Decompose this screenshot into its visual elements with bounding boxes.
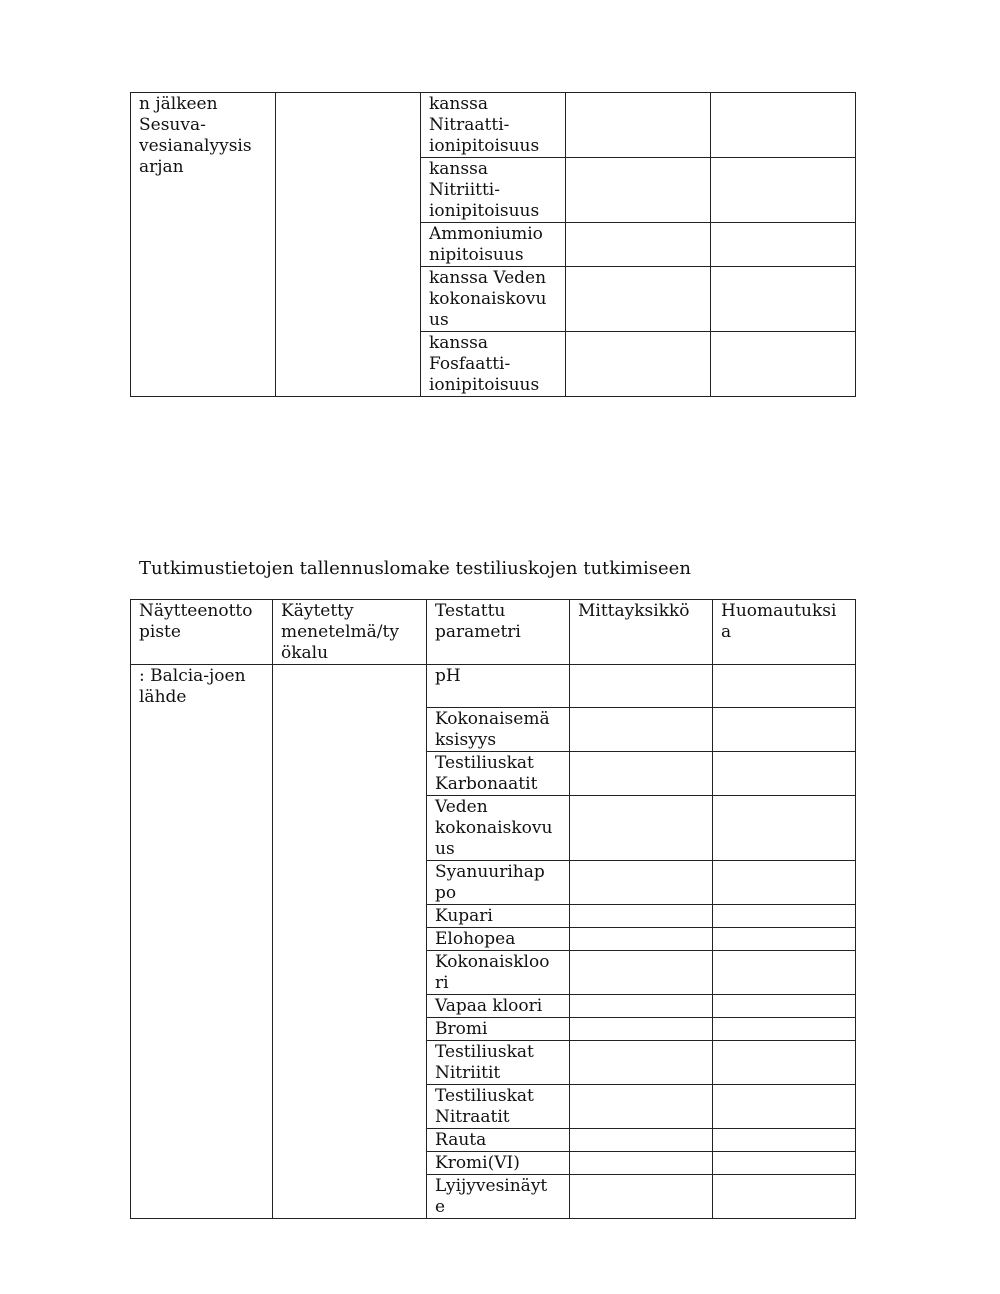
unit-cell[interactable] xyxy=(566,332,711,397)
unit-cell[interactable] xyxy=(570,708,713,752)
notes-cell[interactable] xyxy=(711,223,856,267)
unit-cell[interactable] xyxy=(570,752,713,796)
header-parameter: Testattu parametri xyxy=(427,600,570,665)
notes-cell[interactable] xyxy=(711,332,856,397)
parameter-cell: Testiliuskat Nitriitit xyxy=(427,1041,570,1085)
notes-cell[interactable] xyxy=(713,928,856,951)
notes-cell[interactable] xyxy=(713,665,856,708)
parameter-cell: pH xyxy=(427,665,570,708)
unit-cell[interactable] xyxy=(566,267,711,332)
parameter-cell: Syanuurihap po xyxy=(427,861,570,905)
method-cell[interactable] xyxy=(276,93,421,397)
parameter-cell: Kupari xyxy=(427,905,570,928)
unit-cell[interactable] xyxy=(570,1152,713,1175)
notes-cell[interactable] xyxy=(713,1129,856,1152)
parameter-cell: Veden kokonaiskovu us xyxy=(427,796,570,861)
header-method: Käytetty menetelmä/ty ökalu xyxy=(273,600,427,665)
parameter-cell: kanssa Veden kokonaiskovu us xyxy=(421,267,566,332)
header-unit: Mittayksikkö xyxy=(570,600,713,665)
unit-cell[interactable] xyxy=(570,1018,713,1041)
form-title: Tutkimustietojen tallennuslomake testiliuskojen tutkimiseen xyxy=(139,558,691,579)
results-table-continued xyxy=(130,92,856,397)
parameter-cell: Bromi xyxy=(427,1018,570,1041)
notes-cell[interactable] xyxy=(713,1085,856,1129)
notes-cell[interactable] xyxy=(713,752,856,796)
notes-cell[interactable] xyxy=(713,1175,856,1219)
header-notes: Huomautuksi a xyxy=(713,600,856,665)
notes-cell[interactable] xyxy=(713,861,856,905)
notes-cell[interactable] xyxy=(713,905,856,928)
notes-cell[interactable] xyxy=(711,93,856,158)
header-sample-point: Näytteenotto piste xyxy=(131,600,273,665)
unit-cell[interactable] xyxy=(566,223,711,267)
method-cell[interactable] xyxy=(273,665,427,1219)
parameter-cell: Elohopea xyxy=(427,928,570,951)
parameter-cell: kanssa Nitraatti- ionipitoisuus xyxy=(421,93,566,158)
parameter-cell: kanssa Fosfaatti- ionipitoisuus xyxy=(421,332,566,397)
parameter-cell: Kokonaisemä ksisyys xyxy=(427,708,570,752)
parameter-cell: Vapaa kloori xyxy=(427,995,570,1018)
notes-cell[interactable] xyxy=(713,1041,856,1085)
notes-cell[interactable] xyxy=(713,708,856,752)
table-row xyxy=(131,93,856,158)
unit-cell[interactable] xyxy=(570,995,713,1018)
test-strip-results-table xyxy=(130,599,856,1219)
parameter-cell: Rauta xyxy=(427,1129,570,1152)
parameter-cell: Testiliuskat Nitraatit xyxy=(427,1085,570,1129)
unit-cell[interactable] xyxy=(566,158,711,223)
unit-cell[interactable] xyxy=(570,1085,713,1129)
unit-cell[interactable] xyxy=(570,861,713,905)
unit-cell[interactable] xyxy=(570,796,713,861)
parameter-cell: Testiliuskat Karbonaatit xyxy=(427,752,570,796)
notes-cell[interactable] xyxy=(713,1018,856,1041)
notes-cell[interactable] xyxy=(711,158,856,223)
table-header-row xyxy=(131,600,856,665)
parameter-cell: Kromi(VI) xyxy=(427,1152,570,1175)
unit-cell[interactable] xyxy=(570,951,713,995)
unit-cell[interactable] xyxy=(570,665,713,708)
unit-cell[interactable] xyxy=(570,928,713,951)
notes-cell[interactable] xyxy=(713,995,856,1018)
sample-point-cell: : Balcia-joen lähde xyxy=(131,665,273,1219)
unit-cell[interactable] xyxy=(570,1041,713,1085)
parameter-cell: Lyijyvesinäyt e xyxy=(427,1175,570,1219)
table-row xyxy=(131,665,856,708)
notes-cell[interactable] xyxy=(713,951,856,995)
parameter-cell: Kokonaiskloo ri xyxy=(427,951,570,995)
unit-cell[interactable] xyxy=(566,93,711,158)
parameter-cell: Ammoniumio nipitoisuus xyxy=(421,223,566,267)
notes-cell[interactable] xyxy=(713,1152,856,1175)
unit-cell[interactable] xyxy=(570,1175,713,1219)
unit-cell[interactable] xyxy=(570,1129,713,1152)
notes-cell[interactable] xyxy=(713,796,856,861)
unit-cell[interactable] xyxy=(570,905,713,928)
notes-cell[interactable] xyxy=(711,267,856,332)
sample-point-cell: n jälkeen Sesuva- vesianalyysis arjan xyxy=(131,93,276,397)
parameter-cell: kanssa Nitriitti- ionipitoisuus xyxy=(421,158,566,223)
